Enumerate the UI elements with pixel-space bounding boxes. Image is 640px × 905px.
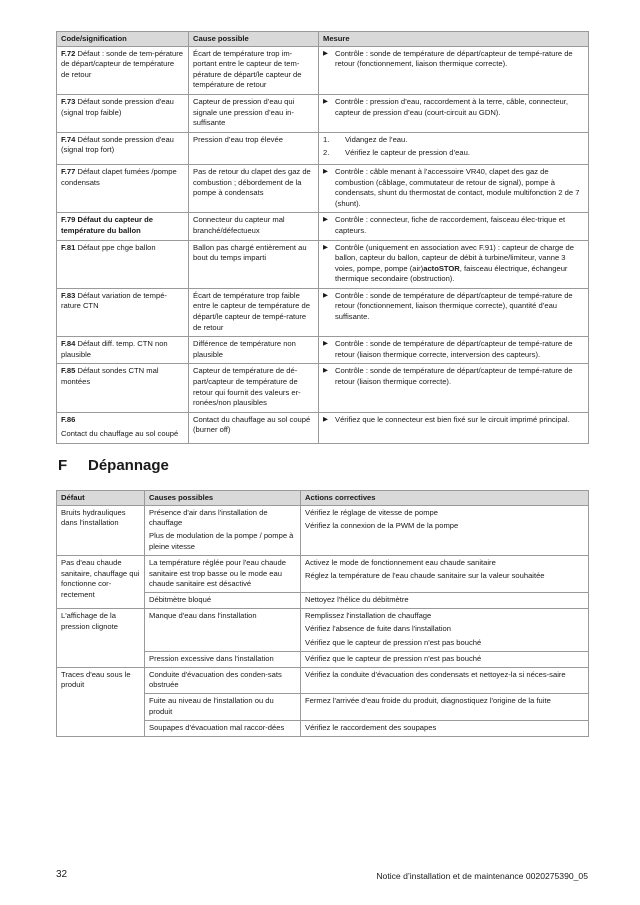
fault-cell: L'affichage de la pression clignote bbox=[57, 609, 145, 667]
actions-cell bbox=[301, 721, 589, 737]
cause-cell bbox=[189, 94, 319, 132]
cause-text: La température réglée pour l'eau chaude sanitaire est trop basse ou le mode eau chaude sanitaire est désactivé bbox=[149, 557, 286, 589]
troubleshooting-row bbox=[57, 667, 589, 694]
action-text: Vérifiez que le capteur de pression n'est pas bouché bbox=[305, 637, 482, 647]
cause-text: Contact du chauffage au sol coupé (burner off) bbox=[193, 414, 311, 435]
causes-cell bbox=[145, 609, 301, 651]
cause-text: Présence d'air dans l'installation de chauffage bbox=[149, 507, 268, 528]
col-header-cause: Cause possible bbox=[189, 32, 319, 47]
cause-text: Manque d'eau dans l'installation bbox=[149, 611, 257, 621]
product-name: actoSTOR bbox=[423, 263, 460, 273]
fault-signification: Défaut sondes CTN mal montées bbox=[61, 366, 159, 387]
troubleshooting-table bbox=[56, 490, 589, 737]
measure-cell bbox=[319, 213, 589, 240]
col-header-actions: Actions correctives bbox=[301, 491, 589, 506]
page-number: 32 bbox=[56, 869, 68, 880]
fault-code-cell bbox=[57, 213, 189, 240]
fault-code-cell bbox=[57, 132, 189, 164]
measure-item bbox=[323, 243, 584, 285]
fault-code-row bbox=[57, 213, 589, 240]
fault-code-cell bbox=[57, 288, 189, 336]
numbered-step bbox=[323, 148, 584, 159]
right-triangle-bullet-icon: ▶ bbox=[323, 97, 328, 105]
cause-text: Connecteur du capteur mal branché/défectueux bbox=[193, 215, 285, 235]
action-text: Activez le mode de fonctionnement eau chaude sanitaire bbox=[305, 557, 496, 567]
measure-cell bbox=[319, 94, 589, 132]
measure-text: Contrôle : câble menant à l’accessoire VR40, clapet des gaz de combustion (câblage, commutateur de retour de signal), pompe à condensats, shunt du thermostat de contact, module multifonction 2 de 7 (shunt). bbox=[335, 166, 580, 208]
action-text: Vérifiez la connexion de la PWM de la pompe bbox=[305, 520, 459, 530]
troubleshooting-row bbox=[57, 609, 589, 651]
measure-item bbox=[323, 97, 584, 118]
cause-cell bbox=[189, 412, 319, 443]
cause-cell bbox=[189, 288, 319, 336]
causes-cell bbox=[145, 505, 301, 555]
fault-code-row bbox=[57, 94, 589, 132]
measure-item bbox=[323, 415, 584, 426]
fault-signification: Défaut ppe chge ballon bbox=[75, 242, 156, 252]
fault-code: F.84 bbox=[61, 339, 76, 349]
fault-signification: Défaut clapet fumées /pompe condensats bbox=[61, 166, 177, 187]
col-header-measure: Mesure bbox=[319, 32, 589, 47]
fault-signification: Défaut sonde pression d'eau (signal trop fort) bbox=[61, 134, 174, 155]
actions-cell bbox=[301, 694, 589, 721]
fault-signification: Défaut diff. temp. CTN non plausible bbox=[61, 339, 168, 359]
action-text: Vérifiez l'absence de fuite dans l'installation bbox=[305, 624, 452, 634]
step-number: 2. bbox=[323, 147, 330, 157]
fault-code-row bbox=[57, 132, 589, 164]
right-triangle-bullet-icon: ▶ bbox=[323, 49, 328, 57]
cause-text: Pression excessive dans l'installation bbox=[149, 653, 274, 663]
fault-code-row bbox=[57, 364, 589, 412]
fault-code: F.74 bbox=[61, 134, 76, 144]
action-text: Vérifiez que le capteur de pression n'est pas bouché bbox=[305, 653, 482, 663]
fault-code-cell bbox=[57, 364, 189, 412]
step-text: Vérifiez le capteur de pression d’eau. bbox=[345, 147, 470, 157]
measure-item bbox=[323, 339, 584, 360]
measure-cell bbox=[319, 288, 589, 336]
actions-cell bbox=[301, 593, 589, 609]
right-triangle-bullet-icon: ▶ bbox=[323, 340, 328, 348]
actions-cell bbox=[301, 667, 589, 694]
cause-cell bbox=[189, 132, 319, 164]
fault-code: F.83 bbox=[61, 290, 76, 300]
measure-cell bbox=[319, 240, 589, 288]
measure-cell bbox=[319, 164, 589, 212]
cause-cell bbox=[189, 213, 319, 240]
measure-cell bbox=[319, 364, 589, 412]
fault-cell: Pas d'eau chaude sanitaire, chauffage qui fonctionne cor-rectement bbox=[57, 555, 145, 608]
measure-item bbox=[323, 49, 584, 70]
section-letter: F bbox=[58, 457, 68, 474]
fault-signification: Défaut sonde pression d'eau (signal trop faible) bbox=[61, 96, 174, 117]
measure-cell bbox=[319, 337, 589, 364]
cause-cell bbox=[189, 364, 319, 412]
fault-code: F.73 bbox=[61, 96, 76, 106]
fault-signification: Défaut : sonde de tem-pérature de départ/capteur de température de retour bbox=[61, 48, 183, 79]
measure-item bbox=[323, 366, 584, 387]
fault-code-cell bbox=[57, 164, 189, 212]
cause-text: Différence de température non plausible bbox=[193, 339, 296, 359]
fault-code-row bbox=[57, 412, 589, 443]
cause-text: Capteur de température de dé-part/capteur de température de retour qui fournit des valeurs er-ronées/non plausibles bbox=[193, 366, 301, 408]
right-triangle-bullet-icon: ▶ bbox=[323, 167, 328, 175]
cause-text: Pas de retour du clapet des gaz de combustion ; débordement de la pompe à condensats bbox=[193, 166, 311, 198]
page-footer bbox=[56, 871, 588, 881]
cause-text: Fuite au niveau de l'installation ou du produit bbox=[149, 696, 274, 716]
cause-text: Pression d’eau trop élevée bbox=[193, 134, 283, 144]
section-title: Dépannage bbox=[88, 457, 169, 474]
causes-cell bbox=[145, 721, 301, 737]
causes-cell bbox=[145, 651, 301, 667]
right-triangle-bullet-icon: ▶ bbox=[323, 243, 328, 251]
col-header-fault: Défaut bbox=[57, 491, 145, 506]
step-text: Vidangez de l’eau. bbox=[345, 134, 408, 144]
actions-cell bbox=[301, 651, 589, 667]
fault-code: F.77 bbox=[61, 166, 76, 176]
actions-cell bbox=[301, 609, 589, 651]
measure-text: Contrôle : sonde de température de départ/capteur de tempé-rature de retour (liaison thermique correcte). bbox=[335, 366, 573, 387]
fault-signification: Contact du chauffage au sol coupé bbox=[61, 429, 179, 439]
fault-code-row bbox=[57, 46, 589, 94]
fault-code: F.85 bbox=[61, 366, 76, 376]
measure-text bbox=[335, 243, 584, 285]
causes-cell bbox=[145, 694, 301, 721]
fault-code: F.79 Défaut du capteur de température du ballon bbox=[61, 215, 153, 235]
measure-item bbox=[323, 215, 584, 236]
troubleshooting-row bbox=[57, 555, 589, 592]
fault-code-row bbox=[57, 337, 589, 364]
cause-cell bbox=[189, 164, 319, 212]
measure-text-pre: Contrôle (uniquement en association avec F.91) : capteur de charge de ballon, capteur du ballon, capteur de débit à turbine/limiteur, vanne 3 voies, pompe, pompe (air) bbox=[335, 242, 574, 273]
causes-cell bbox=[145, 555, 301, 592]
cause-text: Plus de modulation de la pompe / pompe à pleine vitesse bbox=[149, 531, 294, 551]
cause-cell bbox=[189, 240, 319, 288]
cause-text: Débitmètre bloqué bbox=[149, 595, 212, 605]
cause-text: Capteur de pression d’eau qui signale une pression d’eau in-suffisante bbox=[193, 96, 295, 128]
col-header-causes: Causes possibles bbox=[145, 491, 301, 506]
measure-text: Contrôle : sonde de température de départ/capteur de tempé-rature de retour (fonctionnement, liaison thermique correcte). bbox=[335, 48, 573, 69]
troubleshooting-row bbox=[57, 505, 589, 555]
cause-text: Écart de température trop im-portant entre le capteur de tem-pérature de départ/le capteur de température de retour bbox=[193, 48, 302, 90]
fault-code-row bbox=[57, 240, 589, 288]
cause-text: Conduite d'évacuation des conden-sats obstruée bbox=[149, 669, 282, 690]
page bbox=[56, 31, 588, 737]
action-text: Nettoyez l'hélice du débitmètre bbox=[305, 595, 409, 605]
numbered-step bbox=[323, 135, 584, 146]
action-text: Fermez l'arrivée d'eau froide du produit, diagnostiquez l'origine de la fuite bbox=[305, 696, 551, 706]
troubleshooting-table-header bbox=[57, 491, 589, 506]
fault-signification: Défaut variation de tempé-rature CTN bbox=[61, 290, 167, 311]
action-text: Vérifiez le réglage de vitesse de pompe bbox=[305, 507, 438, 517]
fault-code-table bbox=[56, 31, 589, 444]
fault-code-row bbox=[57, 288, 589, 336]
fault-code-cell bbox=[57, 337, 189, 364]
measure-cell bbox=[319, 412, 589, 443]
fault-code-cell bbox=[57, 94, 189, 132]
section-heading bbox=[58, 457, 588, 474]
measure-text: Contrôle : sonde de température de départ/capteur de tempé-rature de retour (liaison thermique correcte, interversion des capteurs). bbox=[335, 339, 573, 359]
cause-text: Soupapes d'évacuation mal raccor-dées bbox=[149, 723, 285, 733]
step-number: 1. bbox=[323, 134, 330, 144]
fault-code-table-header bbox=[57, 32, 589, 47]
right-triangle-bullet-icon: ▶ bbox=[323, 216, 328, 224]
causes-cell bbox=[145, 593, 301, 609]
document-title: Notice d’installation et de maintenance 0020275390_05 bbox=[376, 871, 588, 881]
measure-text: Contrôle : pression d’eau, raccordement à la terre, câble, connecteur, capteur de pression d’eau (court-circuit au GDN). bbox=[335, 96, 569, 117]
fault-code-row bbox=[57, 164, 589, 212]
cause-cell bbox=[189, 46, 319, 94]
measure-text-post: , faisceau électrique, échangeur thermique secondaire (obstruction). bbox=[335, 263, 568, 284]
cause-cell bbox=[189, 337, 319, 364]
fault-code: F.81 bbox=[61, 242, 76, 252]
measure-text: Contrôle : connecteur, fiche de raccordement, faisceau élec-trique et capteurs. bbox=[335, 215, 566, 235]
fault-code: F.72 bbox=[61, 48, 76, 58]
action-text: Vérifiez le raccordement des soupapes bbox=[305, 723, 437, 733]
measure-cell bbox=[319, 46, 589, 94]
fault-cell: Traces d'eau sous le produit bbox=[57, 667, 145, 736]
fault-code-cell bbox=[57, 412, 189, 443]
causes-cell bbox=[145, 667, 301, 694]
measure-cell bbox=[319, 132, 589, 164]
fault-code-cell bbox=[57, 46, 189, 94]
actions-cell bbox=[301, 555, 589, 592]
measure-text: Vérifiez que le connecteur est bien fixé sur le circuit imprimé principal. bbox=[335, 414, 570, 424]
actions-cell bbox=[301, 505, 589, 555]
fault-code-cell bbox=[57, 240, 189, 288]
measure-item bbox=[323, 167, 584, 209]
action-text: Réglez la température de l'eau chaude sanitaire sur la valeur souhaitée bbox=[305, 571, 545, 581]
right-triangle-bullet-icon: ▶ bbox=[323, 367, 328, 375]
action-text: Vérifiez la conduite d'évacuation des condensats et nettoyez-la si néces-saire bbox=[305, 669, 566, 679]
right-triangle-bullet-icon: ▶ bbox=[323, 415, 328, 423]
cause-text: Écart de température trop faible entre le capteur de température de départ/le capteur de tempé-rature de retour bbox=[193, 290, 310, 332]
measure-text: Contrôle : sonde de température de départ/capteur de tempé-rature de retour (fonctionnement, liaison thermique correcte), quantité d’eau suffisante. bbox=[335, 290, 573, 322]
measure-item bbox=[323, 291, 584, 323]
fault-cell: Bruits hydrauliques dans l'installation bbox=[57, 505, 145, 555]
cause-text: Ballon pas chargé entièrement au bout du temps imparti bbox=[193, 242, 307, 263]
fault-code: F.86 bbox=[61, 414, 76, 424]
action-text: Remplissez l'installation de chauffage bbox=[305, 611, 432, 621]
col-header-code: Code/signification bbox=[57, 32, 189, 47]
right-triangle-bullet-icon: ▶ bbox=[323, 291, 328, 299]
